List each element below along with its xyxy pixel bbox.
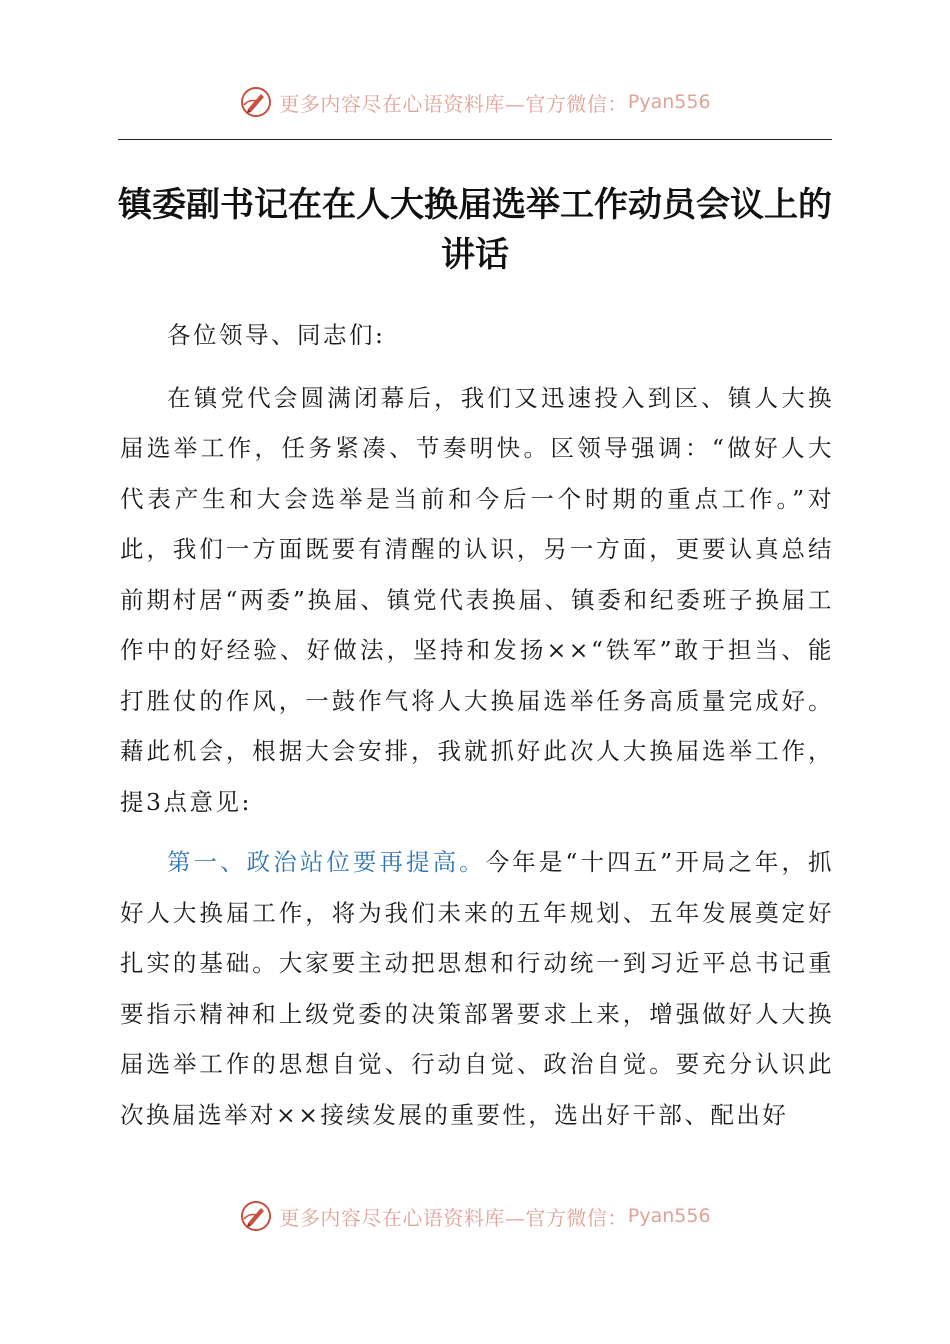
footer-banner xyxy=(0,1196,950,1236)
wechat-id: Pyan556 xyxy=(627,1205,711,1227)
wechat-id: Pyan556 xyxy=(627,91,711,113)
point-text: 今年是“十四五”开局之年，抓好人大换届工作，将为我们未来的五年规划、五年发展奠定好扎实的基础。大家要主动把思想和行动统一到习近平总书记重要指示精神和上级党委的决策部署要求上来，增强做好人大换届选举工作的思想自觉、行动自觉、政治自觉。要充分认识此次换届选举对××接续发展的重要性，选出好干部、配出好 xyxy=(120,848,835,1129)
banner-text: 更多内容尽在心语资料库—官方微信： xyxy=(279,1205,628,1230)
paragraph xyxy=(120,837,834,1140)
document-body xyxy=(120,310,834,1150)
paragraph: 在镇党代会圆满闭幕后，我们又迅速投入到区、镇人大换届选举工作，任务紧凑、节奏明快。区领导强调：“做好人大代表产生和大会选举是当前和今后一个时期的重点工作。”对此，我们一方面既要有清醒的认识，另一方面，更要认真总结前期村居“两委”换届、镇党代表换届、镇委和纪委班子换届工作中的好经验、好做法，坚持和发扬××“铁军”敢于担当、能打胜仗的作风，一鼓作气将人大换届选举任务高质量完成好。藉此机会，根据大会安排，我就抓好此次人大换届选举工作，提3点意见: xyxy=(120,383,834,816)
pen-logo-icon xyxy=(239,85,273,119)
point-heading: 第一、政治站位要再提高。 xyxy=(167,848,486,876)
header-divider xyxy=(118,139,832,140)
pen-logo-icon xyxy=(239,1199,273,1233)
document-title: 镇委副书记在在人大换届选举工作动员会议上的讲话 xyxy=(118,185,832,275)
banner-text: 更多内容尽在心语资料库—官方微信： xyxy=(279,91,628,116)
header-banner xyxy=(0,82,950,122)
salutation: 各位领导、同志们: xyxy=(167,321,386,349)
